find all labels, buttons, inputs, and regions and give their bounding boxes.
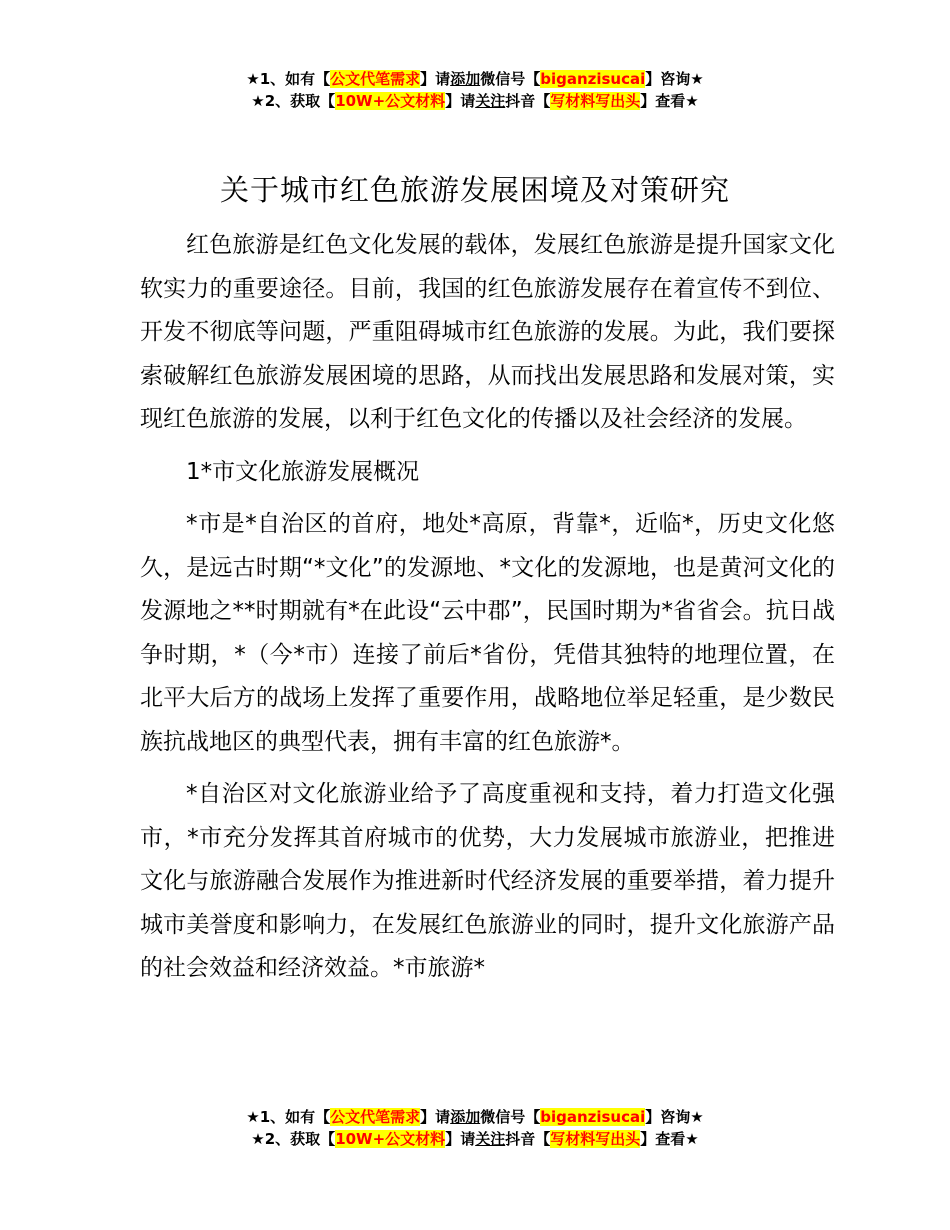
banner-highlight: 10W+公文材料 [335,1130,446,1148]
banner-line-2 [0,1128,950,1150]
document-title: 关于城市红色旅游发展困境及对策研究 [219,173,730,207]
banner-highlight: 写材料写出头 [550,1130,641,1148]
banner-text: 】咨询★ [645,70,704,88]
banner-text: 】请 [445,1130,476,1148]
banner-text: 】查看★ [640,1130,699,1148]
paragraph-overview: *市是*自治区的首府，地处*高原，背靠*，近临*，历史文化悠久，是远古时期“*文化”的发源地、*文化的发源地，也是黄河文化的发源地之**时期就有*在此设“云中郡”，民国时期为*省省会。抗日战争时期，*（今*市）连接了前后*省份，凭借其独特的地理位置，在北平大后方的战场上发挥了重要作用，战略地位举足轻重，是少数民族抗战地区的典型代表，拥有丰富的红色旅游*。 [140,511,835,755]
paragraph-intro: 红色旅游是红色文化发展的载体，发展红色旅游是提升国家文化软实力的重要途径。目前，我国的红色旅游发展存在着宣传不到位、开发不彻底等问题，严重阻碍城市红色旅游的发展。为此，我们要探索破解红色旅游发展困境的思路，从而找出发展思路和发展对策，实现红色旅游的发展，以利于红色文化的传播以及社会经济的发展。 [140,232,835,432]
footer-banner [0,1106,950,1150]
banner-line-2 [0,90,950,112]
banner-highlight: 公文代笔需求 [330,1108,421,1126]
banner-highlight: biganzisucai [540,1108,646,1126]
document-body [140,224,835,991]
section-heading: 1*市文化旅游发展概况 [186,458,420,485]
banner-text: ★2、获取【 [251,1130,336,1148]
banner-text: 微信号【 [480,1108,541,1126]
banner-text: ★1、如有【 [246,70,331,88]
banner-text: 】查看★ [640,92,699,110]
banner-text: 抖音【 [505,92,551,110]
banner-text: 抖音【 [505,1130,551,1148]
banner-underlined: 添加 [450,70,481,88]
banner-highlight: 写材料写出头 [550,92,641,110]
banner-line-1 [0,68,950,90]
banner-line-1 [0,1106,950,1128]
banner-underlined: 添加 [450,1108,481,1126]
paragraph-policy: *自治区对文化旅游业给予了高度重视和支持，着力打造文化强市，*市充分发挥其首府城市的优势，大力发展城市旅游业，把推进文化与旅游融合发展作为推进新时代经济发展的重要举措，着力提升城市美誉度和影响力，在发展红色旅游业的同时，提升文化旅游产品的社会效益和经济效益。*市旅游* [140,781,835,981]
banner-text: 】请 [420,70,451,88]
banner-highlight: biganzisucai [540,70,646,88]
banner-underlined: 关注 [475,1130,506,1148]
banner-text: 】请 [445,92,476,110]
banner-highlight: 10W+公文材料 [335,92,446,110]
banner-highlight: 公文代笔需求 [330,70,421,88]
banner-text: 】请 [420,1108,451,1126]
banner-text: ★1、如有【 [246,1108,331,1126]
banner-text: 】咨询★ [645,1108,704,1126]
banner-text: ★2、获取【 [251,92,336,110]
header-banner [0,68,950,112]
banner-underlined: 关注 [475,92,506,110]
banner-text: 微信号【 [480,70,541,88]
